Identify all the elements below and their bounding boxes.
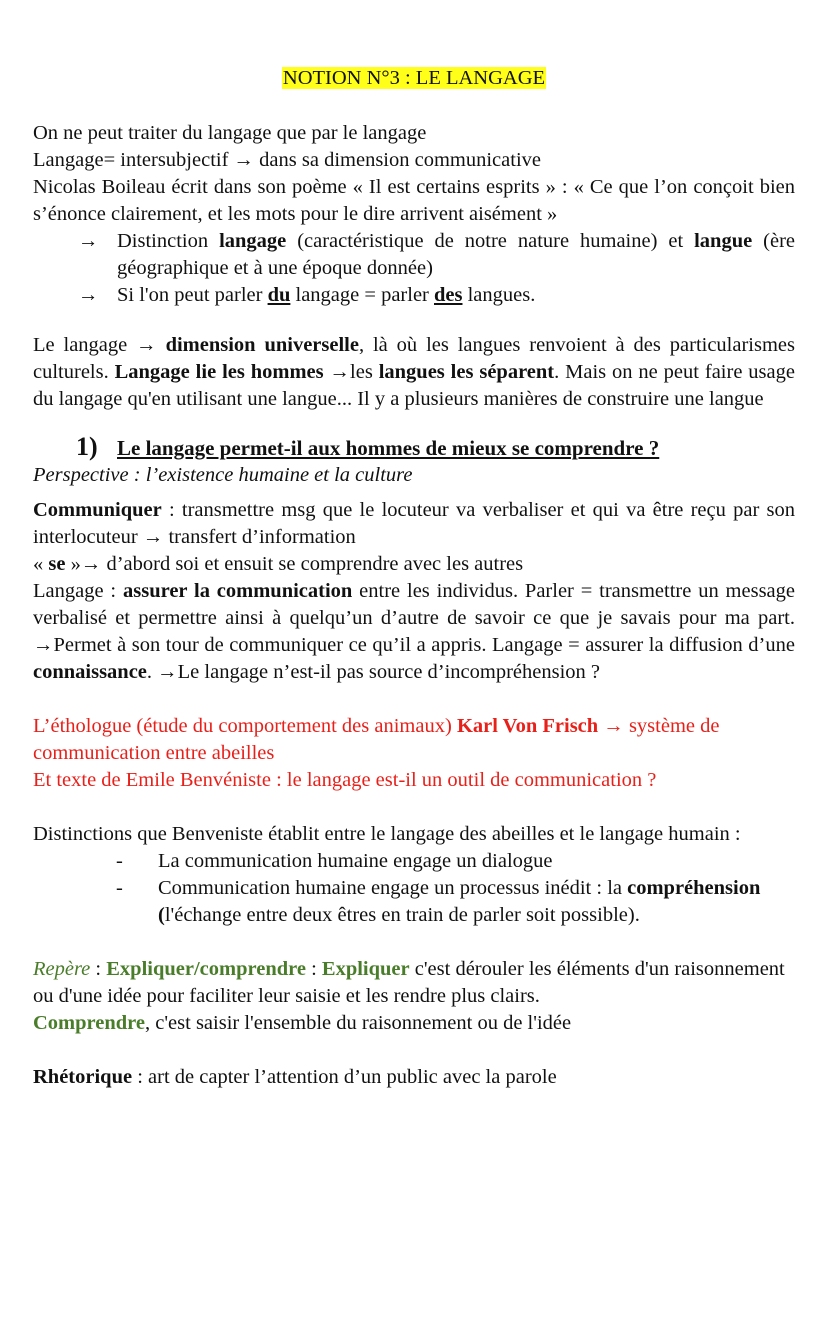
paragraph-se: « se »→ d’abord soi et ensuit se comprendre avec les autres [33,553,524,575]
arrow-bullet-icon: → [78,284,99,306]
repere-label: Repère [33,958,91,980]
red-note-benveniste: Et texte de Emile Benvéniste : le langage est-il un outil de communication ? [33,769,657,791]
page-title [33,64,795,92]
arrow-bullet-list [33,228,795,309]
rhetorique-paragraph: Rhétorique : art de capter l’attention d’un public avec la parole [33,1066,557,1088]
dash-bullet: - [116,877,123,899]
arrow-icon: → [329,361,351,383]
dash-bullet-list [33,848,795,929]
intro-line-2: Langage= intersubjectif → dans sa dimension communicative [33,149,541,171]
comprendre-paragraph: Comprendre, c'est saisir l'ensemble du raisonnement ou de l'idée [33,1012,572,1034]
dash-bullet: - [116,850,123,872]
arrow-icon: → [603,715,624,737]
repere-paragraph: Repère : Expliquer/comprendre : Expliquer c'est dérouler les éléments d'un raisonnement ou d'une idée pour faciliter leur saisie et les rendre plus clairs. [33,958,785,1007]
paragraph-langage: Le langage → dimension universelle, là où les langues renvoient à des particularismes culturels. Langage lie les hommes →les langues les séparent. Mais on ne peut faire usage du langage qu'en utilisant une langue... Il y a plusieurs manières de construire une langue [33,334,796,410]
arrow-icon: → [142,526,164,548]
paragraph-communiquer: Communiquer : transmettre msg que le locuteur va verbaliser et qui va être reçu par son interlocuteur → transfert d’information [33,499,795,548]
section-title: Le langage permet-il aux hommes de mieux se comprendre ? [117,436,660,460]
red-note-ethologue: L’éthologue (étude du comportement des animaux) Karl Von Frisch → système de communication entre abeilles [33,715,720,764]
document-page [33,64,795,1091]
section-perspective: Perspective : l’existence humaine et la culture [33,464,413,486]
arrow-bullet-icon: → [78,230,99,252]
section-number: 1) [76,432,98,461]
paragraph-langage-communication: Langage : assurer la communication entre les individus. Parler = transmettre un message verbalisé et permettre ainsi à quelqu’un d’autre de savoir ce que je savais pour ma part. →Permet à son tour de communiquer ce qu’il a appris. Langage = assurer la diffusion d’une connaissance. →Le langage n’est-il pas source d’incompréhension ? [33,580,795,683]
list-item: → Distinction langage (caractéristique de notre nature humaine) et langue (ère géographique et à une époque donnée) [33,228,795,282]
arrow-icon: → [80,553,102,575]
list-item: → Si l'on peut parler du langage = parler des langues. [33,282,795,309]
distinctions-intro: Distinctions que Benveniste établit entre le langage des abeilles et le langage humain : [33,823,741,845]
arrow-icon: → [157,661,178,683]
list-item: - La communication humaine engage un dialogue [33,848,795,875]
section-heading [33,433,795,462]
list-item: - Communication humaine engage un processus inédit : la compréhension (l'échange entre deux êtres en train de parler soit possible). [33,875,795,929]
arrow-icon: → [136,334,157,356]
intro-line-3: Nicolas Boileau écrit dans son poème « Il est certains esprits » : « Ce que l’on conçoit bien s’énonce clairement, et les mots pour le dire arrivent aisément » [33,176,795,225]
arrow-icon: → [33,634,54,656]
intro-line-1: On ne peut traiter du langage que par le langage [33,122,427,144]
arrow-icon: → [233,149,255,171]
title-highlight: NOTION N°3 : LE LANGAGE [282,67,546,89]
